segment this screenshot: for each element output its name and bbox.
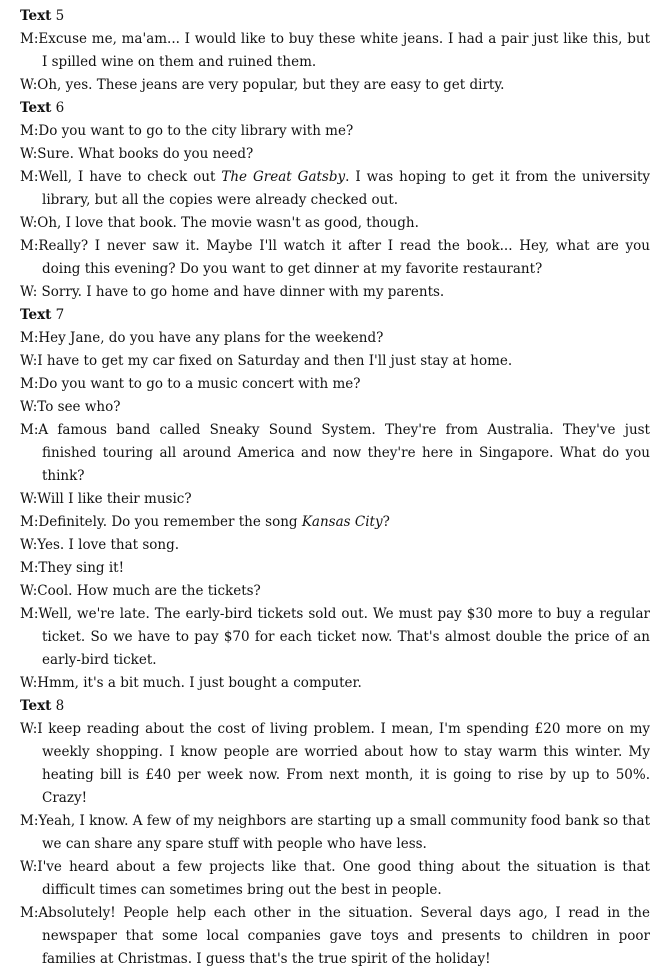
dialogue-line: [20, 166, 650, 212]
dialogue-line: [20, 534, 650, 557]
dialogue-line: [20, 74, 650, 97]
dialogue-line: [20, 143, 650, 166]
speaker-label: W:: [20, 721, 38, 737]
speaker-label: M:: [20, 31, 39, 47]
dialogue-line: [20, 810, 650, 856]
speaker-label: M:: [20, 169, 39, 185]
title-italic: Kansas City: [301, 514, 383, 530]
dialogue-line: [20, 350, 650, 373]
utterance-text: . I was hoping to get it from the university library, but all the copies were already checked out.: [42, 169, 650, 208]
speaker-label: W:: [20, 284, 38, 300]
section-keyword: Text: [20, 307, 52, 323]
utterance-text: Sorry. I have to go home and have dinner with my parents.: [37, 284, 445, 300]
dialogue-line: [20, 511, 650, 534]
section-number: 5: [55, 8, 65, 24]
speaker-label: W:: [20, 859, 38, 875]
section-number: 8: [55, 698, 65, 714]
speaker-label: M:: [20, 606, 39, 622]
section-number: 6: [55, 100, 65, 116]
section-number: 7: [55, 307, 65, 323]
section-keyword: Text: [20, 8, 52, 24]
utterance-text: Absolutely! People help each other in the situation. Several days ago, I read in the newspaper that some local companies gave toys and presents to children in poor families at Christmas. I guess that's the true spirit of the holiday!: [38, 905, 650, 967]
utterance-text: To see who?: [37, 399, 121, 415]
utterance-text: Definitely. Do you remember the song: [38, 514, 302, 530]
utterance-text: Will I like their music?: [37, 491, 192, 507]
speaker-label: M:: [20, 330, 39, 346]
dialogue-line: [20, 419, 650, 488]
dialogue-line: [20, 603, 650, 672]
utterance-text: Sure. What books do you need?: [37, 146, 254, 162]
utterance-text: Yes. I love that song.: [37, 537, 180, 553]
speaker-label: W:: [20, 399, 38, 415]
utterance-text: Excuse me, ma'am... I would like to buy these white jeans. I had a pair just like this, but I spilled wine on them and ruined them.: [38, 31, 650, 70]
speaker-label: M:: [20, 376, 39, 392]
utterance-text: Hey Jane, do you have any plans for the weekend?: [38, 330, 384, 346]
section-keyword: Text: [20, 698, 52, 714]
speaker-label: M:: [20, 905, 39, 921]
dialogue-line: [20, 672, 650, 695]
speaker-label: W:: [20, 353, 38, 369]
dialogue-line: [20, 580, 650, 603]
speaker-label: W:: [20, 215, 38, 231]
dialogue-line: [20, 856, 650, 902]
speaker-label: W:: [20, 583, 38, 599]
dialogue-line: [20, 373, 650, 396]
dialogue-line: [20, 235, 650, 281]
utterance-text: Well, I have to check out: [38, 169, 222, 185]
dialogue-line: [20, 120, 650, 143]
utterance-text: Do you want to go to a music concert with me?: [38, 376, 361, 392]
utterance-text: Oh, yes. These jeans are very popular, but they are easy to get dirty.: [37, 77, 505, 93]
dialogue-line: [20, 396, 650, 419]
utterance-text: ?: [382, 514, 390, 530]
speaker-label: W:: [20, 146, 38, 162]
utterance-text: Cool. How much are the tickets?: [37, 583, 261, 599]
section-heading: [20, 5, 650, 28]
utterance-text: Really? I never saw it. Maybe I'll watch it after I read the book... Hey, what are you doing this evening? Do you want to get dinner at my favorite restaurant?: [38, 238, 650, 277]
dialogue-line: [20, 327, 650, 350]
speaker-label: W:: [20, 537, 38, 553]
section-heading: [20, 304, 650, 327]
dialogue-line: [20, 557, 650, 580]
dialogue-line: [20, 281, 650, 304]
speaker-label: M:: [20, 123, 39, 139]
utterance-text: I've heard about a few projects like that. One good thing about the situation is that difficult times can sometimes bring out the best in people.: [37, 859, 650, 898]
section-heading: [20, 97, 650, 120]
dialogue-line: [20, 212, 650, 235]
utterance-text: Do you want to go to the city library with me?: [38, 123, 354, 139]
utterance-text: Hmm, it's a bit much. I just bought a computer.: [37, 675, 362, 691]
dialogue-line: [20, 902, 650, 971]
section-keyword: Text: [20, 100, 52, 116]
utterance-text: Well, we're late. The early-bird tickets sold out. We must pay $30 more to buy a regular ticket. So we have to pay $70 for each ticket now. That's almost double the price of an early-bird ticket.: [38, 606, 650, 668]
speaker-label: M:: [20, 560, 39, 576]
utterance-text: They sing it!: [38, 560, 125, 576]
speaker-label: M:: [20, 238, 39, 254]
utterance-text: I have to get my car fixed on Saturday and then I'll just stay at home.: [37, 353, 513, 369]
speaker-label: M:: [20, 813, 39, 829]
speaker-label: W:: [20, 77, 38, 93]
speaker-label: W:: [20, 491, 38, 507]
utterance-text: A famous band called Sneaky Sound System. They're from Australia. They've just finished touring all around America and now they're here in Singapore. What do you think?: [38, 422, 650, 484]
section-heading: [20, 695, 650, 718]
utterance-text: Yeah, I know. A few of my neighbors are starting up a small community food bank so that we can share any spare stuff with people who have less.: [38, 813, 650, 852]
title-italic: The Great Gatsby: [221, 169, 346, 185]
dialogue-line: [20, 28, 650, 74]
speaker-label: M:: [20, 422, 39, 438]
speaker-label: W:: [20, 675, 38, 691]
dialogue-line: [20, 488, 650, 511]
utterance-text: I keep reading about the cost of living problem. I mean, I'm spending £20 more on my weekly shopping. I know people are worried about how to stay warm this winter. My heating bill is £40 per week now. From next month, it is going to rise by up to 50%. Crazy!: [37, 721, 650, 806]
speaker-label: M:: [20, 514, 39, 530]
utterance-text: Oh, I love that book. The movie wasn't as good, though.: [37, 215, 419, 231]
dialogue-line: [20, 718, 650, 810]
